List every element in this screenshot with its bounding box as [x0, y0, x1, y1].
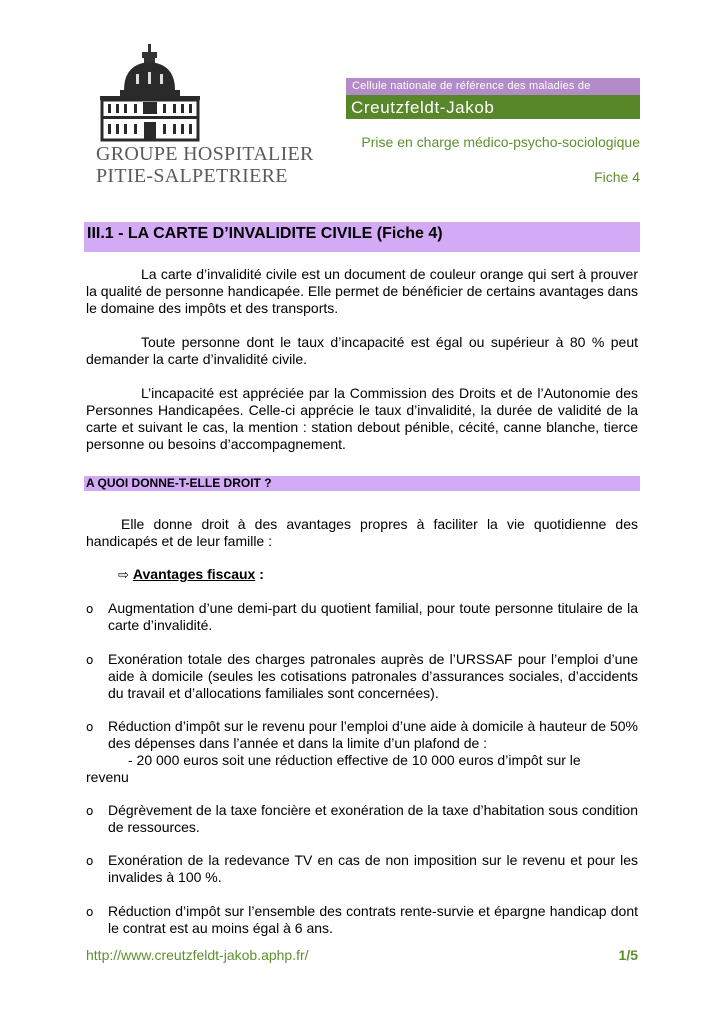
fiche-number: Fiche 4 — [594, 169, 640, 185]
list-sub-line-end: revenu — [86, 769, 129, 785]
bullet-icon: o — [86, 854, 94, 868]
list-sub-line: - 20 000 euros soit une réduction effective de 10 000 euros d’impôt sur le — [128, 752, 581, 768]
logo-line-1: GROUPE HOSPITALIER — [96, 143, 314, 165]
list-item — [86, 651, 638, 702]
list-item — [86, 802, 638, 836]
list-item — [86, 903, 638, 937]
list-item-text: Exonération totale des charges patronales auprès de l’URSSAF pour l’emploi d’une aide à domicile (seules les cotisations patronales d’assurances sociales, d’accidents du travail et d’allocations familiales sont concernées). — [108, 651, 638, 701]
document-subtitle: Prise en charge médico-psycho-sociologique — [361, 134, 640, 150]
section-title: A QUOI DONNE-T-ELLE DROIT ? — [84, 476, 640, 491]
bullet-icon: o — [86, 804, 94, 818]
list-item-text: Exonération de la redevance TV en cas de non imposition sur le revenu et pour les invalides à 100 %. — [108, 852, 638, 885]
list-item-text: Dégrèvement de la taxe foncière et exonération de la taxe d’habitation sous condition de ressources. — [108, 802, 638, 835]
logo-line-2: PITIE-SALPETRIERE — [96, 165, 288, 187]
list-item — [86, 852, 638, 886]
page-number: 1/5 — [618, 947, 638, 963]
intro-paragraph-2: Toute personne dont le taux d’incapacité est égal ou supérieur à 80 % peut demander la carte d’invalidité civile. — [86, 334, 638, 367]
intro-paragraph-1: La carte d’invalidité civile est un document de couleur orange qui sert à prouver la qualité de personne handicapée. Elle permet de bénéficier de certains avantages dans le domaine des impôts et des transports. — [86, 266, 638, 316]
hospital-building-icon — [98, 44, 208, 142]
bullet-icon: o — [86, 905, 94, 919]
intro-paragraph-3: L’incapacité est appréciée par la Commission des Droits et de l’Autonomie des Personnes Handicapées. Celle-ci apprécie le taux d’invalidité, la durée de validité de la carte et suivant le cas, la mention : station debout pénible, cécité, canne blanche, tierce personne ou besoins d’accompagnement. — [86, 385, 638, 452]
list-item — [86, 718, 638, 786]
list-item-text: Augmentation d’une demi-part du quotient familial, pour toute personne titulaire de la carte d’invalidité. — [108, 600, 638, 633]
cnr-banner — [346, 78, 640, 119]
banner-top-text: Cellule nationale de référence des maladies de — [346, 78, 640, 95]
list-item-text: Réduction d’impôt sur l’ensemble des contrats rente-survie et épargne handicap dont le contrat est au moins égal à 6 ans. — [108, 903, 638, 936]
list-item-text: Réduction d’impôt sur le revenu pour l’emploi d’une aide à domicile à hauteur de 50% des dépenses dans l’année et dans la limite d’un plafond de : — [108, 718, 638, 751]
arrow-right-icon: ⇨ — [118, 568, 129, 583]
bullet-icon: o — [86, 602, 94, 616]
hospital-logo — [96, 44, 314, 187]
bullet-icon: o — [86, 720, 94, 734]
footer-website-link[interactable]: http://www.creutzfeldt-jakob.aphp.fr/ — [86, 947, 309, 963]
subsection-heading — [118, 566, 264, 584]
banner-bottom-text: Creutzfeldt-Jakob — [346, 95, 640, 119]
page-title: III.1 - LA CARTE D’INVALIDITE CIVILE (Fiche 4) — [84, 222, 640, 252]
heading-colon: : — [255, 566, 264, 582]
bullet-icon: o — [86, 653, 94, 667]
list-item — [86, 600, 638, 634]
section-intro: Elle donne droit à des avantages propres à faciliter la vie quotidienne des handicapés et de leur famille : — [86, 516, 638, 549]
heading-label: Avantages fiscaux — [132, 566, 256, 582]
